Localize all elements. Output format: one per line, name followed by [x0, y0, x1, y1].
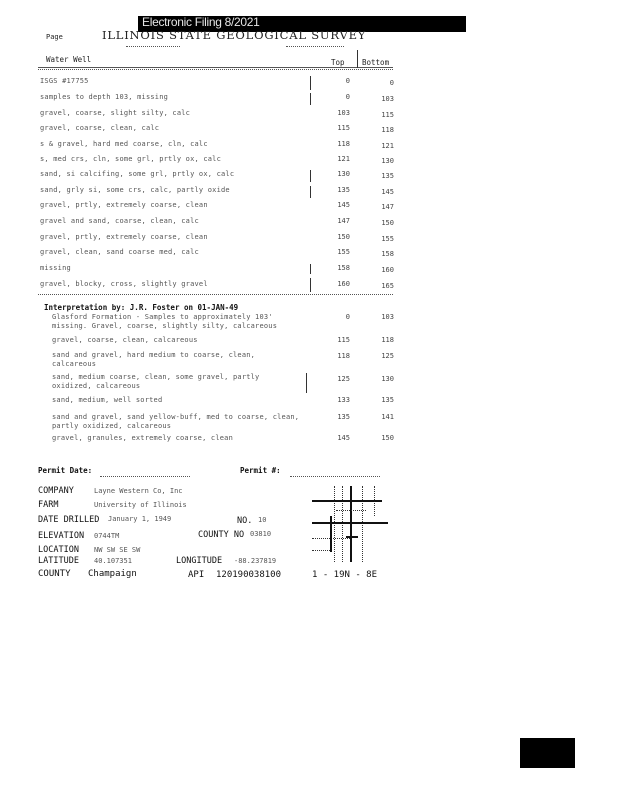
interp-row-bottom: 141 — [381, 413, 394, 421]
company-label: COMPANY — [38, 486, 74, 496]
log-row-desc: gravel, prtly, extremely coarse, clean — [40, 233, 208, 241]
log-row-desc: gravel, coarse, slight silty, calc — [40, 109, 191, 117]
log-row-bottom: 103 — [381, 95, 394, 103]
log-row-desc: missing — [40, 264, 71, 272]
log-row-desc: gravel, clean, sand coarse med, calc — [40, 248, 199, 256]
interp-row-desc: sand and gravel, sand yellow-buff, med to coarse, clean, — [52, 413, 300, 421]
log-row-desc: sand, si calcifing, some grl, prtly ox, calc — [40, 170, 235, 178]
log-row-top: 158 — [337, 264, 350, 272]
log-row-desc: gravel, blocky, cross, slightly gravel — [40, 280, 208, 288]
header-rule-dotted — [38, 69, 393, 70]
col-tick — [310, 93, 311, 105]
log-row-top: 155 — [337, 248, 350, 256]
latitude-label: LATITUDE — [38, 556, 79, 566]
date-drilled-value: January 1, 1949 — [108, 515, 172, 523]
grid-line — [312, 500, 382, 502]
log-row-bottom: 115 — [381, 111, 394, 119]
section-township-range: 1 - 19N - 8E — [312, 570, 378, 580]
interp-row-top: 135 — [337, 413, 350, 421]
section-location-grid — [310, 486, 390, 562]
survey-title: ILLINOIS STATE GEOLOGICAL SURVEY — [102, 28, 367, 42]
title-underline-right — [286, 46, 344, 47]
grid-line — [346, 536, 358, 538]
log-row-desc: gravel and sand, coarse, clean, calc — [40, 217, 199, 225]
api-value: 120190038100 — [216, 570, 282, 580]
log-row-bottom: 147 — [381, 203, 394, 211]
log-row-bottom: 150 — [381, 219, 394, 227]
title-underline-left — [126, 46, 180, 47]
section-label: Water Well — [46, 55, 92, 64]
log-row-top: 160 — [337, 280, 350, 288]
location-value: NW SW SE SW — [94, 546, 141, 554]
api-label: API — [188, 570, 205, 580]
interp-row-top: 133 — [337, 396, 350, 404]
col-tick — [310, 170, 311, 182]
interpretation-heading: Interpretation by: J.R. Foster on 01-JAN-49 — [44, 303, 239, 312]
permit-date-line — [100, 476, 190, 477]
county-label: COUNTY — [38, 569, 71, 579]
log-row-desc: samples to depth 103, missing — [40, 93, 169, 101]
interp-row-desc: sand and gravel, hard medium to coarse, clean, — [52, 351, 256, 359]
interp-row-bottom: 130 — [381, 375, 394, 383]
log-row-top: 118 — [337, 140, 350, 148]
interp-row-bottom: 118 — [381, 336, 394, 344]
county-no-label: COUNTY NO — [198, 530, 245, 540]
county-value: Champaign — [88, 569, 137, 579]
log-row-desc: s, med crs, cln, some grl, prtly ox, calc — [40, 155, 221, 163]
header-divider — [357, 50, 358, 68]
col-tick — [310, 76, 311, 90]
log-row-top: 130 — [337, 170, 350, 178]
log-row-desc: gravel, prtly, extremely coarse, clean — [40, 201, 208, 209]
log-row-bottom: 155 — [381, 235, 394, 243]
col-tick — [310, 278, 311, 292]
col-tick — [306, 373, 307, 393]
log-row-desc: gravel, coarse, clean, calc — [40, 124, 160, 132]
interp-row-top: 125 — [337, 375, 350, 383]
grid-line — [336, 510, 366, 511]
col-top-header: Top — [331, 58, 345, 67]
interp-row-desc-cont: calcareous — [52, 360, 97, 368]
grid-line — [330, 516, 332, 552]
longitude-value: -88.237819 — [234, 557, 277, 565]
interp-row-bottom: 150 — [381, 434, 394, 442]
log-row-bottom: 158 — [381, 250, 394, 258]
interp-row-top: 0 — [345, 313, 350, 321]
interp-row-desc-cont: partly oxidized, calcareous — [52, 422, 172, 430]
log-row-bottom: 130 — [381, 157, 394, 165]
log-row-bottom: 121 — [381, 142, 394, 150]
grid-line — [312, 550, 332, 551]
farm-value: University of Illinois — [94, 501, 187, 509]
log-row-bottom: 160 — [381, 266, 394, 274]
log-row-desc: sand, grly si, some crs, calc, partly oxide — [40, 186, 230, 194]
permit-no-label: Permit #: — [240, 466, 281, 475]
log-row-bottom: 145 — [381, 188, 394, 196]
log-row-top: 147 — [337, 217, 350, 225]
page-label: Page — [46, 33, 63, 41]
col-bottom-header: Bottom — [362, 58, 390, 67]
log-row-bottom: 165 — [381, 282, 394, 290]
longitude-label: LONGITUDE — [176, 556, 223, 566]
interp-row-desc: gravel, coarse, clean, calcareous — [52, 336, 198, 344]
elevation-value: 0744TM — [94, 532, 120, 540]
permit-date-label: Permit Date: — [38, 466, 93, 475]
county-no-value: 03810 — [250, 530, 272, 538]
log-row-top: 121 — [337, 155, 350, 163]
log-row-top: 135 — [337, 186, 350, 194]
log-row-top: 0 — [345, 77, 350, 85]
interp-row-desc-cont: oxidized, calcareous — [52, 382, 141, 390]
log-row-desc: ISGS #17755 — [40, 77, 89, 85]
header-rule — [38, 67, 393, 68]
interp-row-desc: gravel, granules, extremely coarse, clean — [52, 434, 233, 442]
log-bottom-rule — [38, 294, 393, 295]
log-row-bottom: 0 — [389, 79, 394, 87]
interp-row-top: 115 — [337, 336, 350, 344]
filing-banner-text: Electronic Filing 8/2021 — [142, 15, 260, 29]
interp-row-top: 118 — [337, 352, 350, 360]
date-drilled-label: DATE DRILLED — [38, 515, 100, 525]
corner-block — [520, 738, 575, 768]
permit-no-line — [290, 476, 380, 477]
log-row-top: 115 — [337, 124, 350, 132]
log-row-top: 145 — [337, 201, 350, 209]
interp-row-desc: Glasford Formation - Samples to approximately 103' — [52, 313, 273, 321]
interp-row-desc: sand, medium, well sorted — [52, 396, 163, 404]
log-row-top: 103 — [337, 109, 350, 117]
log-row-bottom: 135 — [381, 172, 394, 180]
farm-label: FARM — [38, 500, 59, 510]
col-tick — [310, 186, 311, 198]
latitude-value: 40.107351 — [94, 557, 132, 565]
grid-line — [350, 486, 352, 562]
grid-line — [312, 522, 388, 524]
interp-row-desc: sand, medium coarse, clean, some gravel, partly — [52, 373, 260, 381]
log-row-top: 150 — [337, 233, 350, 241]
company-value: Layne Western Co, Inc — [94, 487, 183, 495]
log-row-bottom: 118 — [381, 126, 394, 134]
log-row-top: 0 — [345, 93, 350, 101]
interp-row-bottom: 103 — [381, 313, 394, 321]
grid-line — [362, 486, 363, 562]
no-value: 10 — [258, 516, 267, 524]
interp-row-bottom: 135 — [381, 396, 394, 404]
interp-row-desc-cont: missing. Gravel, coarse, slightly silty, calcareous — [52, 322, 278, 330]
elevation-label: ELEVATION — [38, 531, 85, 541]
col-tick — [310, 264, 311, 274]
log-row-desc: s & gravel, hard med coarse, cln, calc — [40, 140, 208, 148]
location-label: LOCATION — [38, 545, 79, 555]
no-label: NO. — [237, 516, 253, 526]
grid-line — [334, 486, 335, 562]
interp-row-bottom: 125 — [381, 352, 394, 360]
interp-row-top: 145 — [337, 434, 350, 442]
grid-line — [342, 486, 343, 562]
